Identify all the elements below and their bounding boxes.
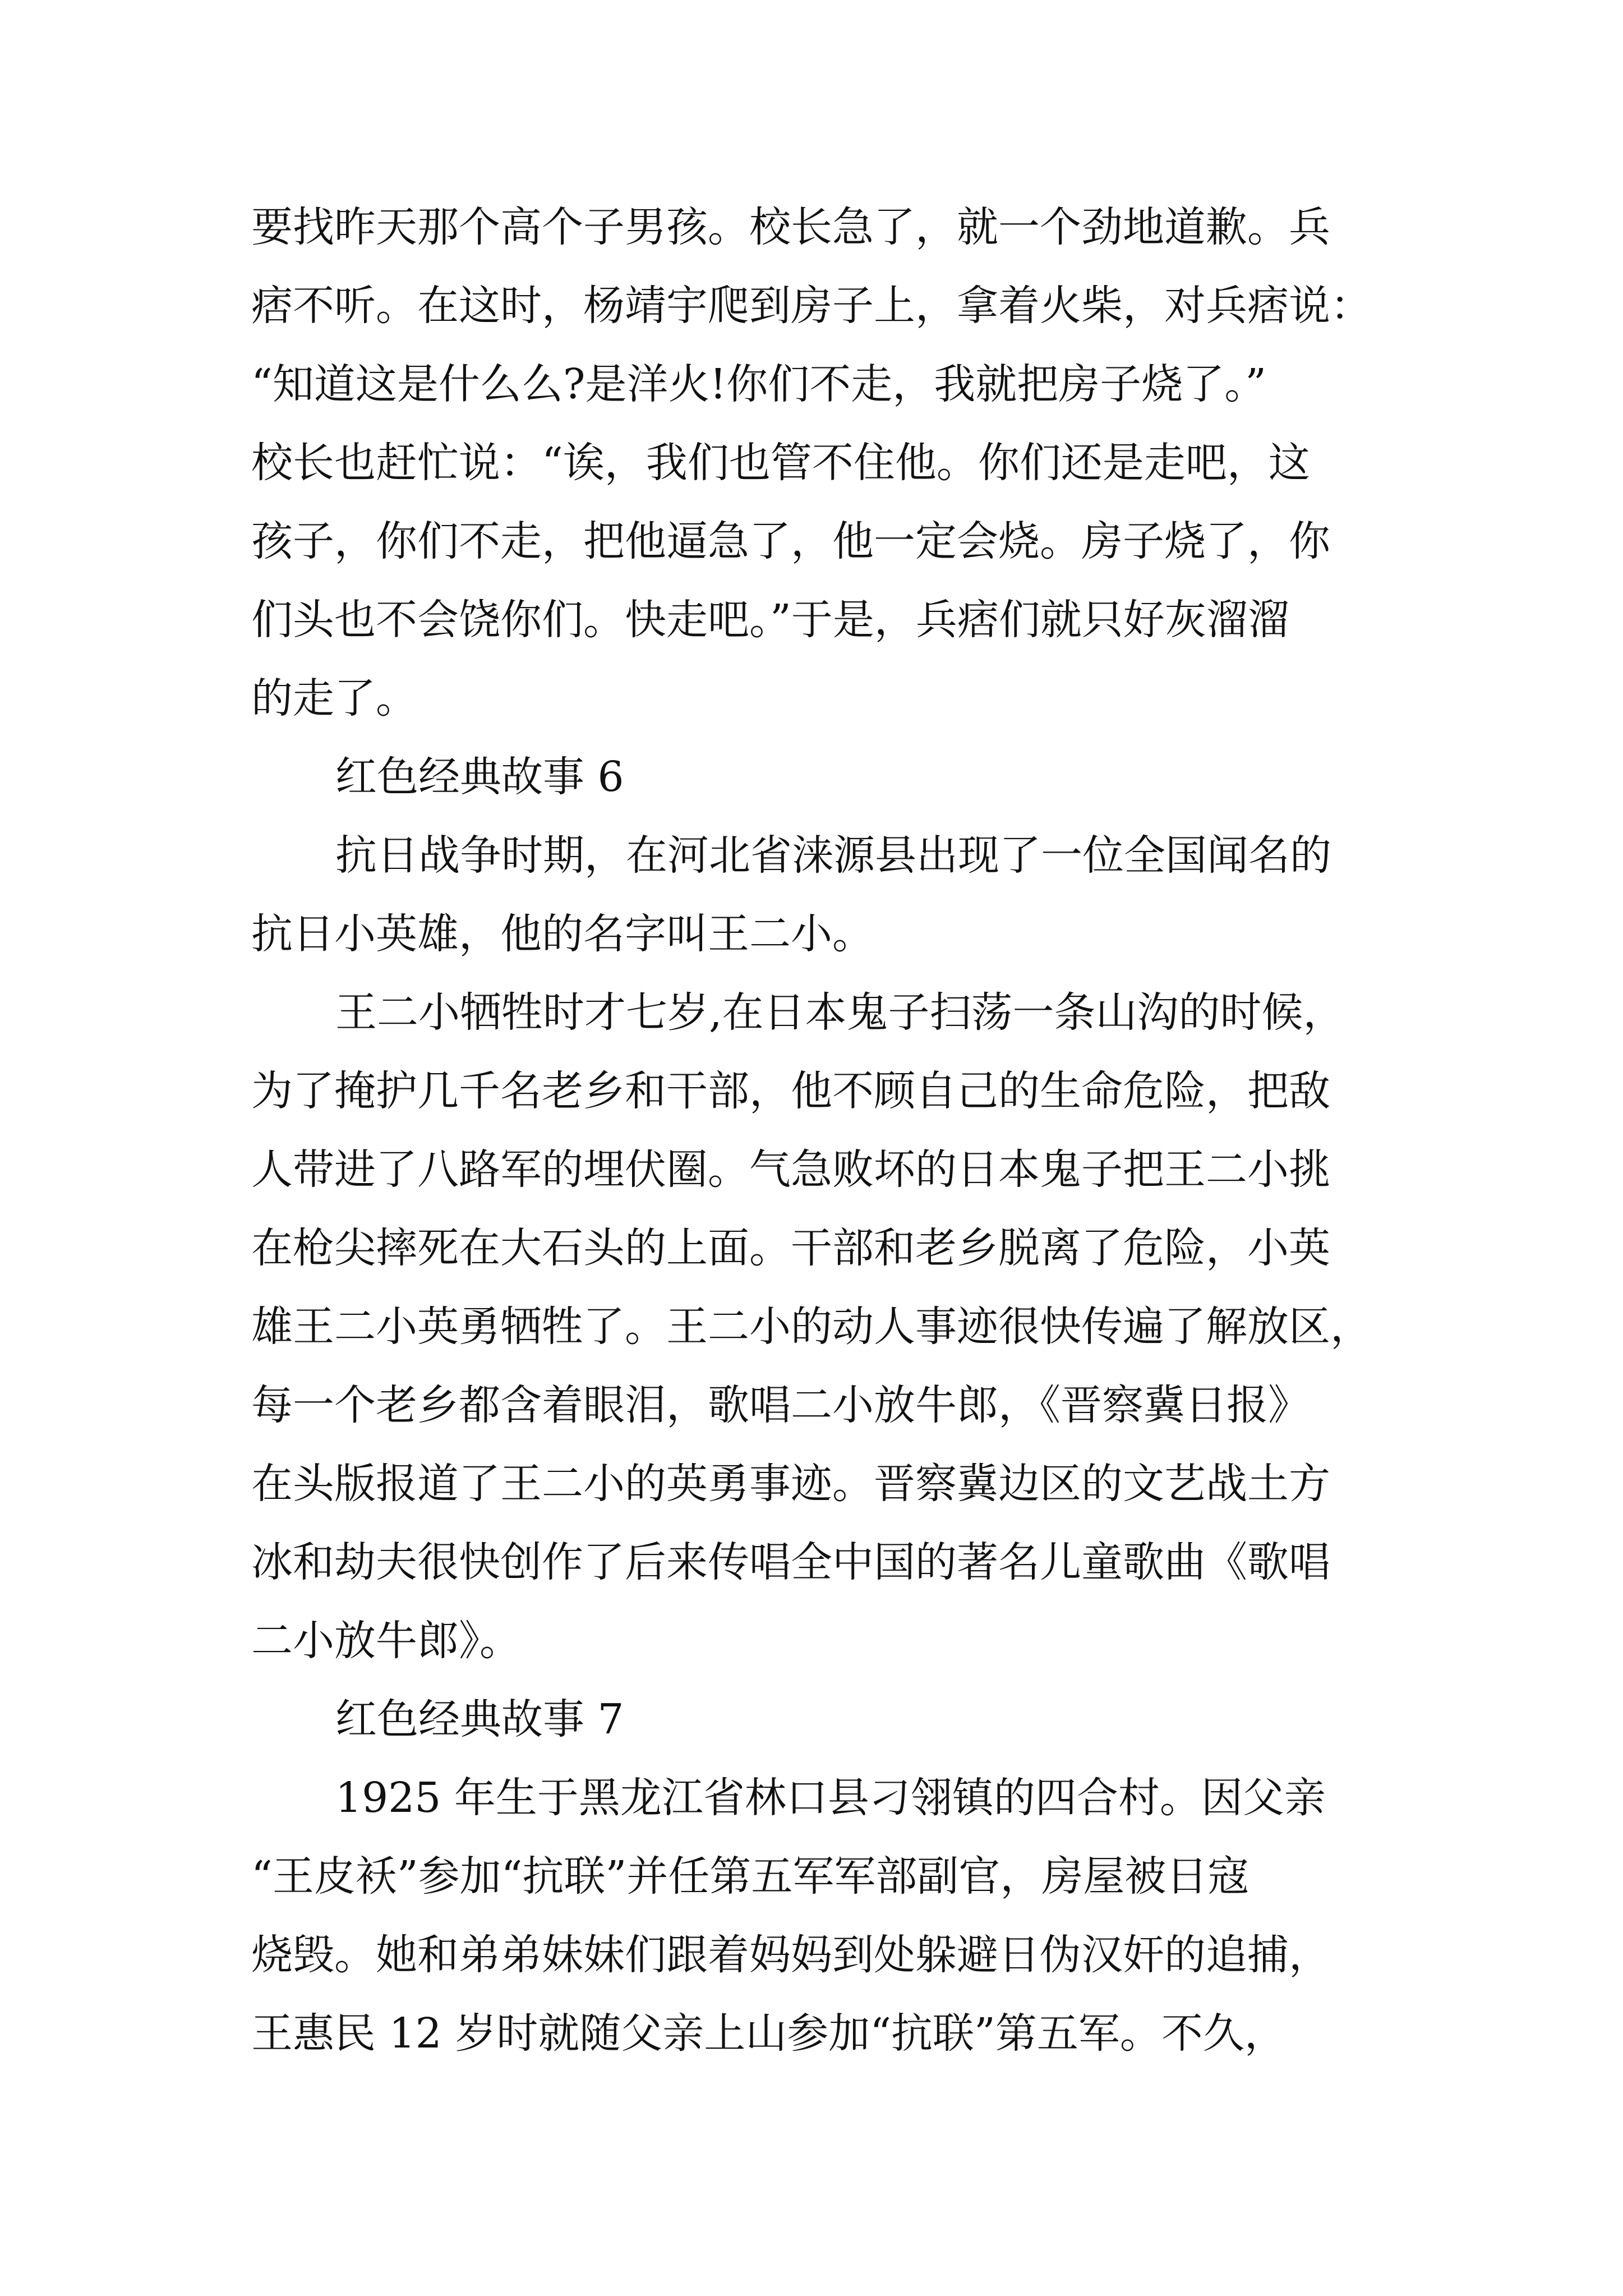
text-line: 痞不听。在这时，杨靖宇爬到房子上，拿着火柴，对兵痞说： (251, 282, 1372, 330)
text-line: 1925 年生于黑龙江省林口县刁翎镇的四合村。因父亲 (335, 1774, 1326, 1822)
section-heading: 红色经典故事 6 (335, 753, 624, 801)
text-line: 每一个老乡都含着眼泪，歌唱二小放牛郎，《晋察冀日报》 (251, 1381, 1310, 1429)
text-line: 抗日战争时期，在河北省涞源县出现了一位全国闻名的 (335, 831, 1331, 880)
text-line: “知道这是什么么?是洋火!你们不走，我就把房子烧了。” (251, 360, 1267, 408)
text-line: 要找昨天那个高个子男孩。校长急了，就一个劲地道歉。兵 (251, 203, 1330, 251)
text-line: 二小放牛郎》。 (251, 1617, 521, 1665)
text-line: 校长也赶忙说：“诶，我们也管不住他。你们还是走吧，这 (251, 439, 1310, 487)
text-line: 在枪尖摔死在大石头的上面。干部和老乡脱离了危险，小英 (251, 1224, 1330, 1272)
text-line: 王惠民 12 岁时就随父亲上山参加“抗联”第五军。不久， (251, 2009, 1286, 2058)
text-line: 冰和劫夫很快创作了后来传唱全中国的著名儿童歌曲《歌唱 (251, 1538, 1330, 1586)
text-line: 在头版报道了王二小的英勇事迹。晋察冀边区的文艺战土方 (251, 1460, 1330, 1508)
text-line: 人带进了八路军的埋伏圈。气急败坏的日本鬼子把王二小挑 (251, 1145, 1330, 1194)
text-line: 的走了。 (251, 674, 417, 723)
text-line: 孩子，你们不走，把他逼急了，他一定会烧。房子烧了，你 (251, 517, 1330, 565)
text-line: 们头也不会饶你们。快走吧。”于是，兵痞们就只好灰溜溜 (251, 596, 1289, 644)
text-line: “王皮袄”参加“抗联”并任第五军军部副官，房屋被日寇 (251, 1852, 1249, 1901)
text-line: 为了掩护几千名老乡和干部，他不顾自己的生命危险，把敌 (251, 1067, 1330, 1115)
text-line: 王二小牺牲时才七岁,在日本鬼子扫荡一条山沟的时候， (335, 988, 1345, 1037)
section-heading: 红色经典故事 7 (335, 1695, 624, 1743)
text-line: 抗日小英雄，他的名字叫王二小。 (251, 910, 874, 958)
text-line: 烧毁。她和弟弟妹妹们跟着妈妈到处躲避日伪汉奸的追捕， (251, 1931, 1330, 1979)
text-line: 雄王二小英勇牺牲了。王二小的动人事迹很快传遍了解放区， (251, 1303, 1372, 1351)
